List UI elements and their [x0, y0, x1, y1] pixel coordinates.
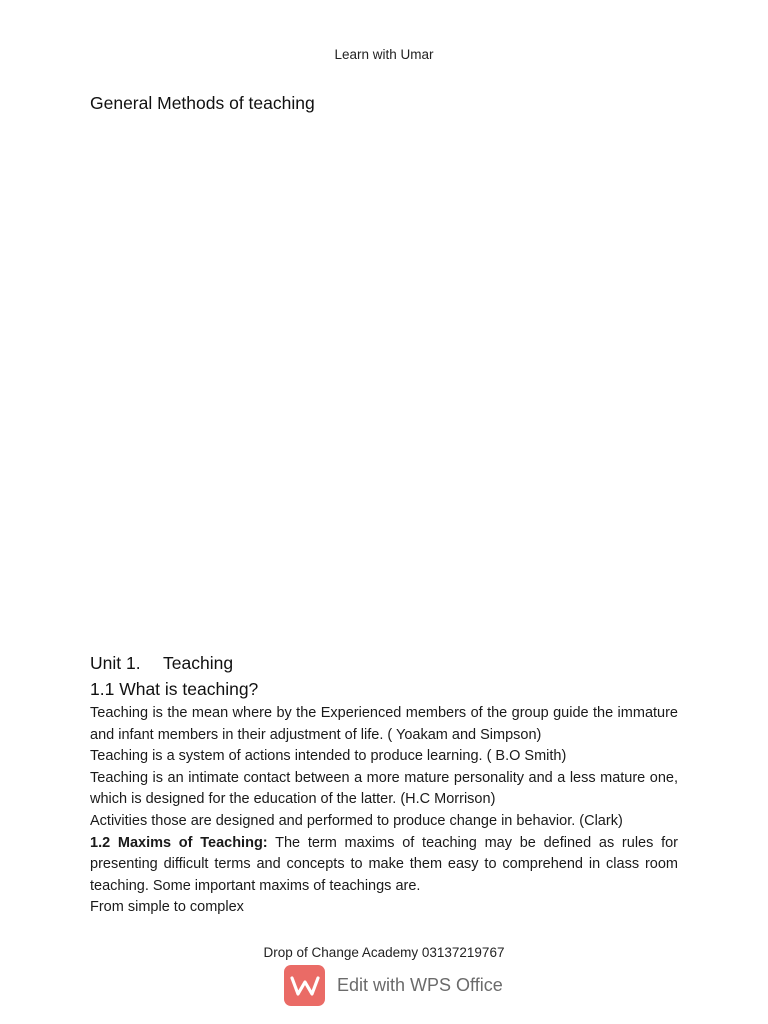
paragraph: Teaching is the mean where by the Experienced members of the group guide the immature and infant members in their adjustment of life. ( Yoakam and Simpson): [90, 705, 678, 743]
page-header: Learn with Umar: [334, 47, 434, 62]
paragraph: From simple to complex: [90, 899, 244, 916]
unit-number: Unit 1.: [90, 653, 141, 673]
paragraph: Teaching is a system of actions intended to produce learning. ( B.O Smith): [90, 748, 567, 765]
unit-title: Teaching: [163, 653, 234, 673]
paragraph: Teaching is an intimate contact between a more mature personality and a less mature one, which is designed for the education of the latter. (H.C Morrison): [90, 769, 678, 808]
wps-office-icon: [284, 965, 325, 1006]
document-body: [90, 650, 678, 919]
page-footer: Drop of Change Academy 03137219767: [263, 945, 505, 960]
maxims-paragraph: [90, 833, 678, 898]
maxims-label: 1.2 Maxims of Teaching:: [90, 834, 268, 851]
section-heading: 1.1 What is teaching?: [90, 679, 259, 699]
edit-with-wps-button[interactable]: [284, 965, 503, 1006]
paragraph: Activities those are designed and performed to produce change in behavior. (Clark): [90, 812, 623, 829]
maxims-text: The term maxims of teaching may be defined as rules for presenting difficult terms and concepts to make them easy to comprehend in class room teaching. Some important maxims of teachings are.: [90, 834, 679, 894]
wps-label: Edit with WPS Office: [337, 975, 503, 995]
unit-heading: [90, 650, 678, 676]
document-title: General Methods of teaching: [90, 93, 315, 113]
